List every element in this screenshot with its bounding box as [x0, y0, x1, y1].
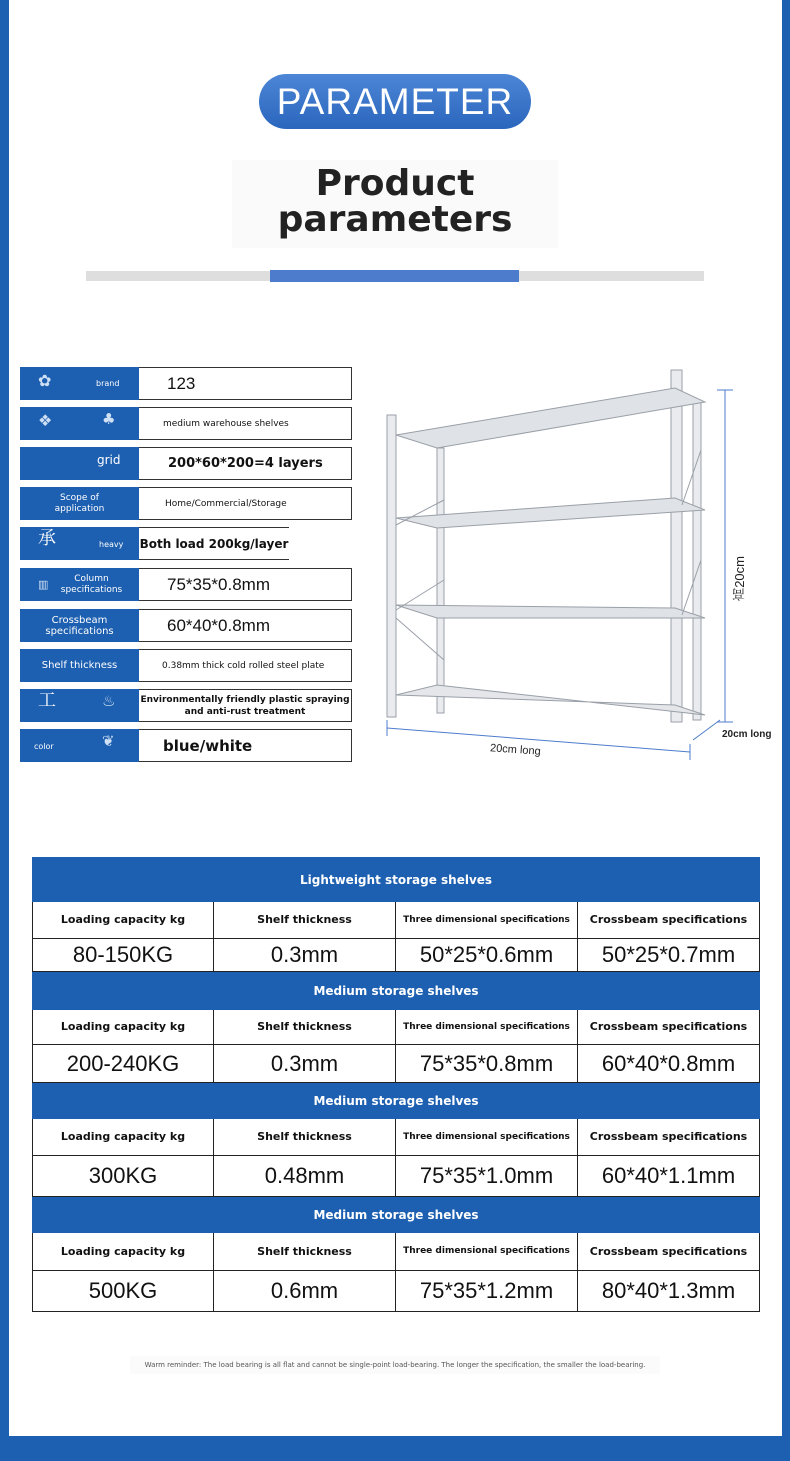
color-icon: ❦ — [102, 732, 115, 750]
cell-thickness: 0.3mm — [214, 939, 396, 972]
cell-thickness: 0.48mm — [214, 1156, 396, 1197]
col-label: Loading capacity kg — [33, 1010, 214, 1045]
spec-label — [20, 729, 139, 762]
spec-label-text: Scope of application — [54, 492, 105, 514]
spec-value: 0.38mm thick cold rolled steel plate — [139, 649, 352, 682]
table-row — [33, 939, 760, 972]
name-icon: ❖ — [38, 411, 53, 430]
spec-row-crossbeam — [20, 609, 352, 642]
cell-dimensions: 50*25*0.6mm — [396, 939, 578, 972]
col-label: Loading capacity kg — [33, 902, 214, 939]
spec-label — [20, 407, 139, 440]
cell-capacity: 300KG — [33, 1156, 214, 1197]
depth-dimension-line — [693, 720, 720, 740]
parameter-pill: PARAMETER — [259, 74, 531, 129]
col-label: Shelf thickness — [214, 902, 396, 939]
spec-label-text: heavy — [99, 540, 124, 549]
table-group-header — [33, 858, 760, 902]
shelf-level-1 — [396, 388, 705, 448]
table-group-header — [33, 1083, 760, 1119]
group-title: Medium storage shelves — [33, 972, 760, 1010]
group-title: Lightweight storage shelves — [33, 858, 760, 902]
spec-label — [20, 487, 139, 520]
table-label-row — [33, 1233, 760, 1271]
spec-label — [20, 568, 139, 601]
cell-dimensions: 75*35*1.2mm — [396, 1271, 578, 1312]
spec-row-name — [20, 407, 352, 440]
group-title: Medium storage shelves — [33, 1197, 760, 1233]
table-row — [33, 1271, 760, 1312]
frame-bottom-border — [0, 1436, 790, 1461]
cell-dimensions: 75*35*1.0mm — [396, 1156, 578, 1197]
col-label: Loading capacity kg — [33, 1119, 214, 1156]
process-glyph: 工 — [38, 690, 56, 711]
cell-crossbeam: 80*40*1.3mm — [578, 1271, 760, 1312]
spec-row-scope — [20, 487, 352, 520]
cell-crossbeam: 50*25*0.7mm — [578, 939, 760, 972]
col-label: Three dimensional specifications — [396, 1233, 578, 1271]
table-label-row — [33, 1119, 760, 1156]
warm-reminder: Warm reminder: The load bearing is all flat and cannot be single-point load-bearing. The longer the specification, the smaller the load-bearing. — [130, 1356, 660, 1374]
frame-left-border — [0, 0, 9, 1461]
spec-row-color — [20, 729, 352, 762]
height-label: 高20cm — [732, 556, 747, 601]
spec-label — [20, 609, 139, 642]
spec-row-thickness — [20, 649, 352, 682]
col-label: Three dimensional specifications — [396, 1010, 578, 1045]
col-label: Crossbeam specifications — [578, 1233, 760, 1271]
spec-value: 200*60*200=4 layers — [139, 447, 352, 480]
cell-dimensions: 75*35*0.8mm — [396, 1045, 578, 1083]
group-title: Medium storage shelves — [33, 1083, 760, 1119]
spec-label — [20, 367, 139, 400]
col-label: Shelf thickness — [214, 1119, 396, 1156]
parameters-table — [32, 857, 760, 1312]
divider-highlight — [270, 270, 519, 282]
spec-label — [20, 649, 139, 682]
width-label: 20cm long — [489, 742, 542, 758]
upright-front-left — [387, 415, 396, 717]
spec-label-text: Column specifications — [60, 573, 123, 595]
spec-row-load — [20, 527, 352, 560]
shelf-level-3 — [396, 605, 705, 618]
spec-value: Environmentally friendly plastic spraying and anti-rust treatment — [139, 689, 352, 722]
spec-label — [20, 689, 139, 722]
spec-label — [20, 447, 139, 480]
brand-icon: ✿ — [38, 371, 52, 390]
spec-value: Home/Commercial/Storage — [139, 487, 352, 520]
spec-value: 75*35*0.8mm — [139, 568, 352, 601]
col-label: Shelf thickness — [214, 1010, 396, 1045]
title-line-1: Product — [315, 163, 475, 204]
spec-value: 60*40*0.8mm — [139, 609, 352, 642]
spec-value: Both load 200kg/layer — [139, 527, 289, 560]
cell-capacity: 80-150KG — [33, 939, 214, 972]
cell-capacity: 200-240KG — [33, 1045, 214, 1083]
spec-value: medium warehouse shelves — [139, 407, 352, 440]
cell-thickness: 0.6mm — [214, 1271, 396, 1312]
spec-value: blue/white — [139, 729, 352, 762]
col-label: Crossbeam specifications — [578, 902, 760, 939]
col-label: Three dimensional specifications — [396, 902, 578, 939]
upright-front-right — [671, 370, 682, 722]
col-label: Crossbeam specifications — [578, 1119, 760, 1156]
col-label: Shelf thickness — [214, 1233, 396, 1271]
spec-row-process — [20, 689, 352, 722]
spec-row-grid — [20, 447, 352, 480]
name-icon-2: ♣ — [102, 410, 116, 428]
spec-label-text: Shelf thickness — [41, 660, 118, 671]
col-label: Crossbeam specifications — [578, 1010, 760, 1045]
table-label-row — [33, 1010, 760, 1045]
spec-label-text: color — [34, 742, 54, 751]
shelf-illustration — [375, 360, 785, 760]
title-line-2: parameters — [277, 199, 513, 240]
spec-label-text: grid — [97, 453, 121, 467]
spec-label-text: brand — [96, 379, 120, 388]
spec-value: 123 — [139, 367, 352, 400]
table-group-header — [33, 1197, 760, 1233]
column-icon: ▥ — [38, 578, 49, 591]
spec-row-column — [20, 568, 352, 601]
table-group-header — [33, 972, 760, 1010]
upright-back-right — [693, 400, 701, 720]
page-title — [232, 160, 558, 248]
cell-crossbeam: 60*40*0.8mm — [578, 1045, 760, 1083]
spec-row-brand — [20, 367, 352, 400]
load-glyph: 承 — [38, 528, 56, 549]
table-row — [33, 1045, 760, 1083]
spec-label-text: Crossbeam specifications — [45, 614, 114, 637]
cell-thickness: 0.3mm — [214, 1045, 396, 1083]
col-label: Loading capacity kg — [33, 1233, 214, 1271]
cell-crossbeam: 60*40*1.1mm — [578, 1156, 760, 1197]
spec-label — [20, 527, 139, 560]
table-row — [33, 1156, 760, 1197]
cell-capacity: 500KG — [33, 1271, 214, 1312]
spray-icon: ♨ — [102, 692, 116, 710]
depth-label: 20cm long — [722, 729, 772, 740]
col-label: Three dimensional specifications — [396, 1119, 578, 1156]
table-label-row — [33, 902, 760, 939]
